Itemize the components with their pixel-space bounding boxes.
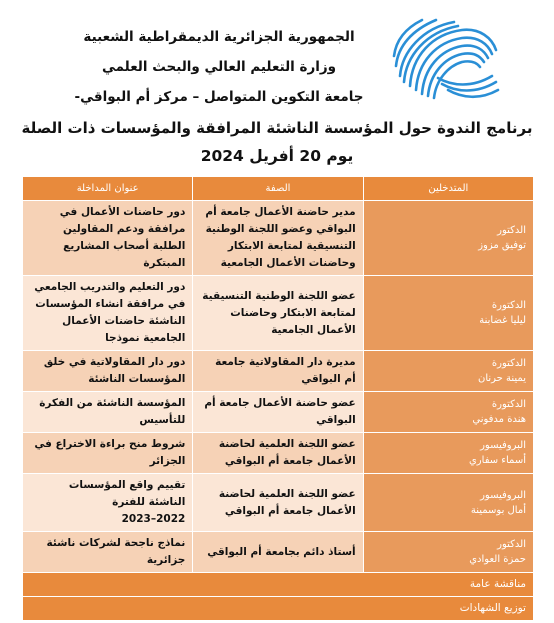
speaker-cell xyxy=(363,276,533,351)
speaker-name: ليليا غضابنة xyxy=(479,315,526,326)
event-date: يوم 20 أفريل 2024 xyxy=(200,147,354,165)
table-header-row xyxy=(23,177,534,201)
speaker-cell xyxy=(363,351,533,392)
ministry-name: وزارة التعليم العالي والبحث العلمي xyxy=(101,59,337,75)
role-cell: عضو حاضنة الأعمال جامعة أم البواقي xyxy=(193,392,363,433)
speaker-name: أمال بوسمينة xyxy=(470,504,526,516)
speaker-name: هندة مدفوني xyxy=(472,414,526,425)
role-cell: عضو اللجنة الوطنية التنسيقية لمتابعة الابتكار وحاضنات الأعمال الجامعية xyxy=(193,276,363,351)
speaker-title: الدكتورة xyxy=(491,399,526,410)
speaker-name: يمينة حرنان xyxy=(477,373,526,384)
speaker-title: الدكتور xyxy=(497,539,526,550)
university-name: جامعة التكوين المتواصل – مركز أم البواقي- xyxy=(74,89,364,105)
speaker-title: البروفيسور xyxy=(480,440,526,451)
general-discussion: مناقشة عامة xyxy=(23,573,534,597)
topic-text: تقييم واقع المؤسسات الناشئة للفترة xyxy=(68,479,186,508)
speaker-cell xyxy=(363,433,533,474)
speaker-title: الدكتورة xyxy=(491,300,526,311)
document-title: برنامج الندوة حول المؤسسة الناشئة المرافقة والمؤسسات ذات الصلة xyxy=(21,119,533,137)
table-row xyxy=(23,392,534,433)
speaker-cell xyxy=(363,474,533,532)
document-header xyxy=(0,0,554,120)
university-logo-icon xyxy=(392,16,502,108)
role-cell: مدير حاضنة الأعمال جامعة أم البواقي وعضو اللجنة الوطنية التنسيقية لمتابعة الابتكار وحاضنات الأعمال الجامعية xyxy=(193,201,363,276)
topic-cell: المؤسسة الناشئة من الفكرة للتأسيس xyxy=(23,392,193,433)
topic-cell: دور دار المقاولاتية في خلق المؤسسات الناشئة xyxy=(23,351,193,392)
column-header-topic: عنوان المداخلة xyxy=(23,177,193,201)
program-table xyxy=(22,176,534,621)
republic-name: الجمهورية الجزائرية الديمقراطية الشعبية xyxy=(83,29,355,45)
certificates-distribution: توزيع الشهادات xyxy=(23,597,534,621)
topic-cell: نماذج ناجحة لشركات ناشئة جزائرية xyxy=(23,532,193,573)
speaker-cell xyxy=(363,532,533,573)
table-row xyxy=(23,351,534,392)
speaker-name: أسماء سفاري xyxy=(468,455,526,466)
speaker-title: الدكتورة xyxy=(491,358,526,369)
speaker-title: الدكتور xyxy=(497,225,526,236)
topic-period: 2022–2023 xyxy=(121,513,186,525)
column-header-role: الصفة xyxy=(193,177,363,201)
table-row xyxy=(23,276,534,351)
general-discussion-row xyxy=(23,573,534,597)
topic-cell: شروط منح براءة الاختراع في الجزائر xyxy=(23,433,193,474)
topic-cell: دور حاضنات الأعمال في مرافقة ودعم المقاولين الطلبة أصحاب المشاريع المبتكرة xyxy=(23,201,193,276)
role-cell: أستاذ دائم بجامعة أم البواقي xyxy=(193,532,363,573)
certificates-row xyxy=(23,597,534,621)
speaker-name: توفيق مزوز xyxy=(478,240,526,251)
topic-cell: دور التعليم والتدريب الجامعي في مرافقة انشاء المؤسسات الناشئة حاضنات الأعمال الجامعية نموذجا xyxy=(23,276,193,351)
table-row xyxy=(23,433,534,474)
role-cell: عضو اللجنة العلمية لحاضنة الأعمال جامعة أم البواقي xyxy=(193,474,363,532)
table-row xyxy=(23,532,534,573)
speaker-name: حمزة العوادي xyxy=(469,554,526,565)
table-row xyxy=(23,201,534,276)
speaker-title: البروفيسور xyxy=(480,489,526,501)
speaker-cell xyxy=(363,392,533,433)
table-row xyxy=(23,474,534,532)
role-cell: عضو اللجنة العلمية لحاضنة الأعمال جامعة أم البواقي xyxy=(193,433,363,474)
column-header-speakers: المتدخلين xyxy=(363,177,533,201)
speaker-cell xyxy=(363,201,533,276)
topic-cell xyxy=(23,474,193,532)
role-cell: مديرة دار المقاولاتية جامعة أم البواقي xyxy=(193,351,363,392)
